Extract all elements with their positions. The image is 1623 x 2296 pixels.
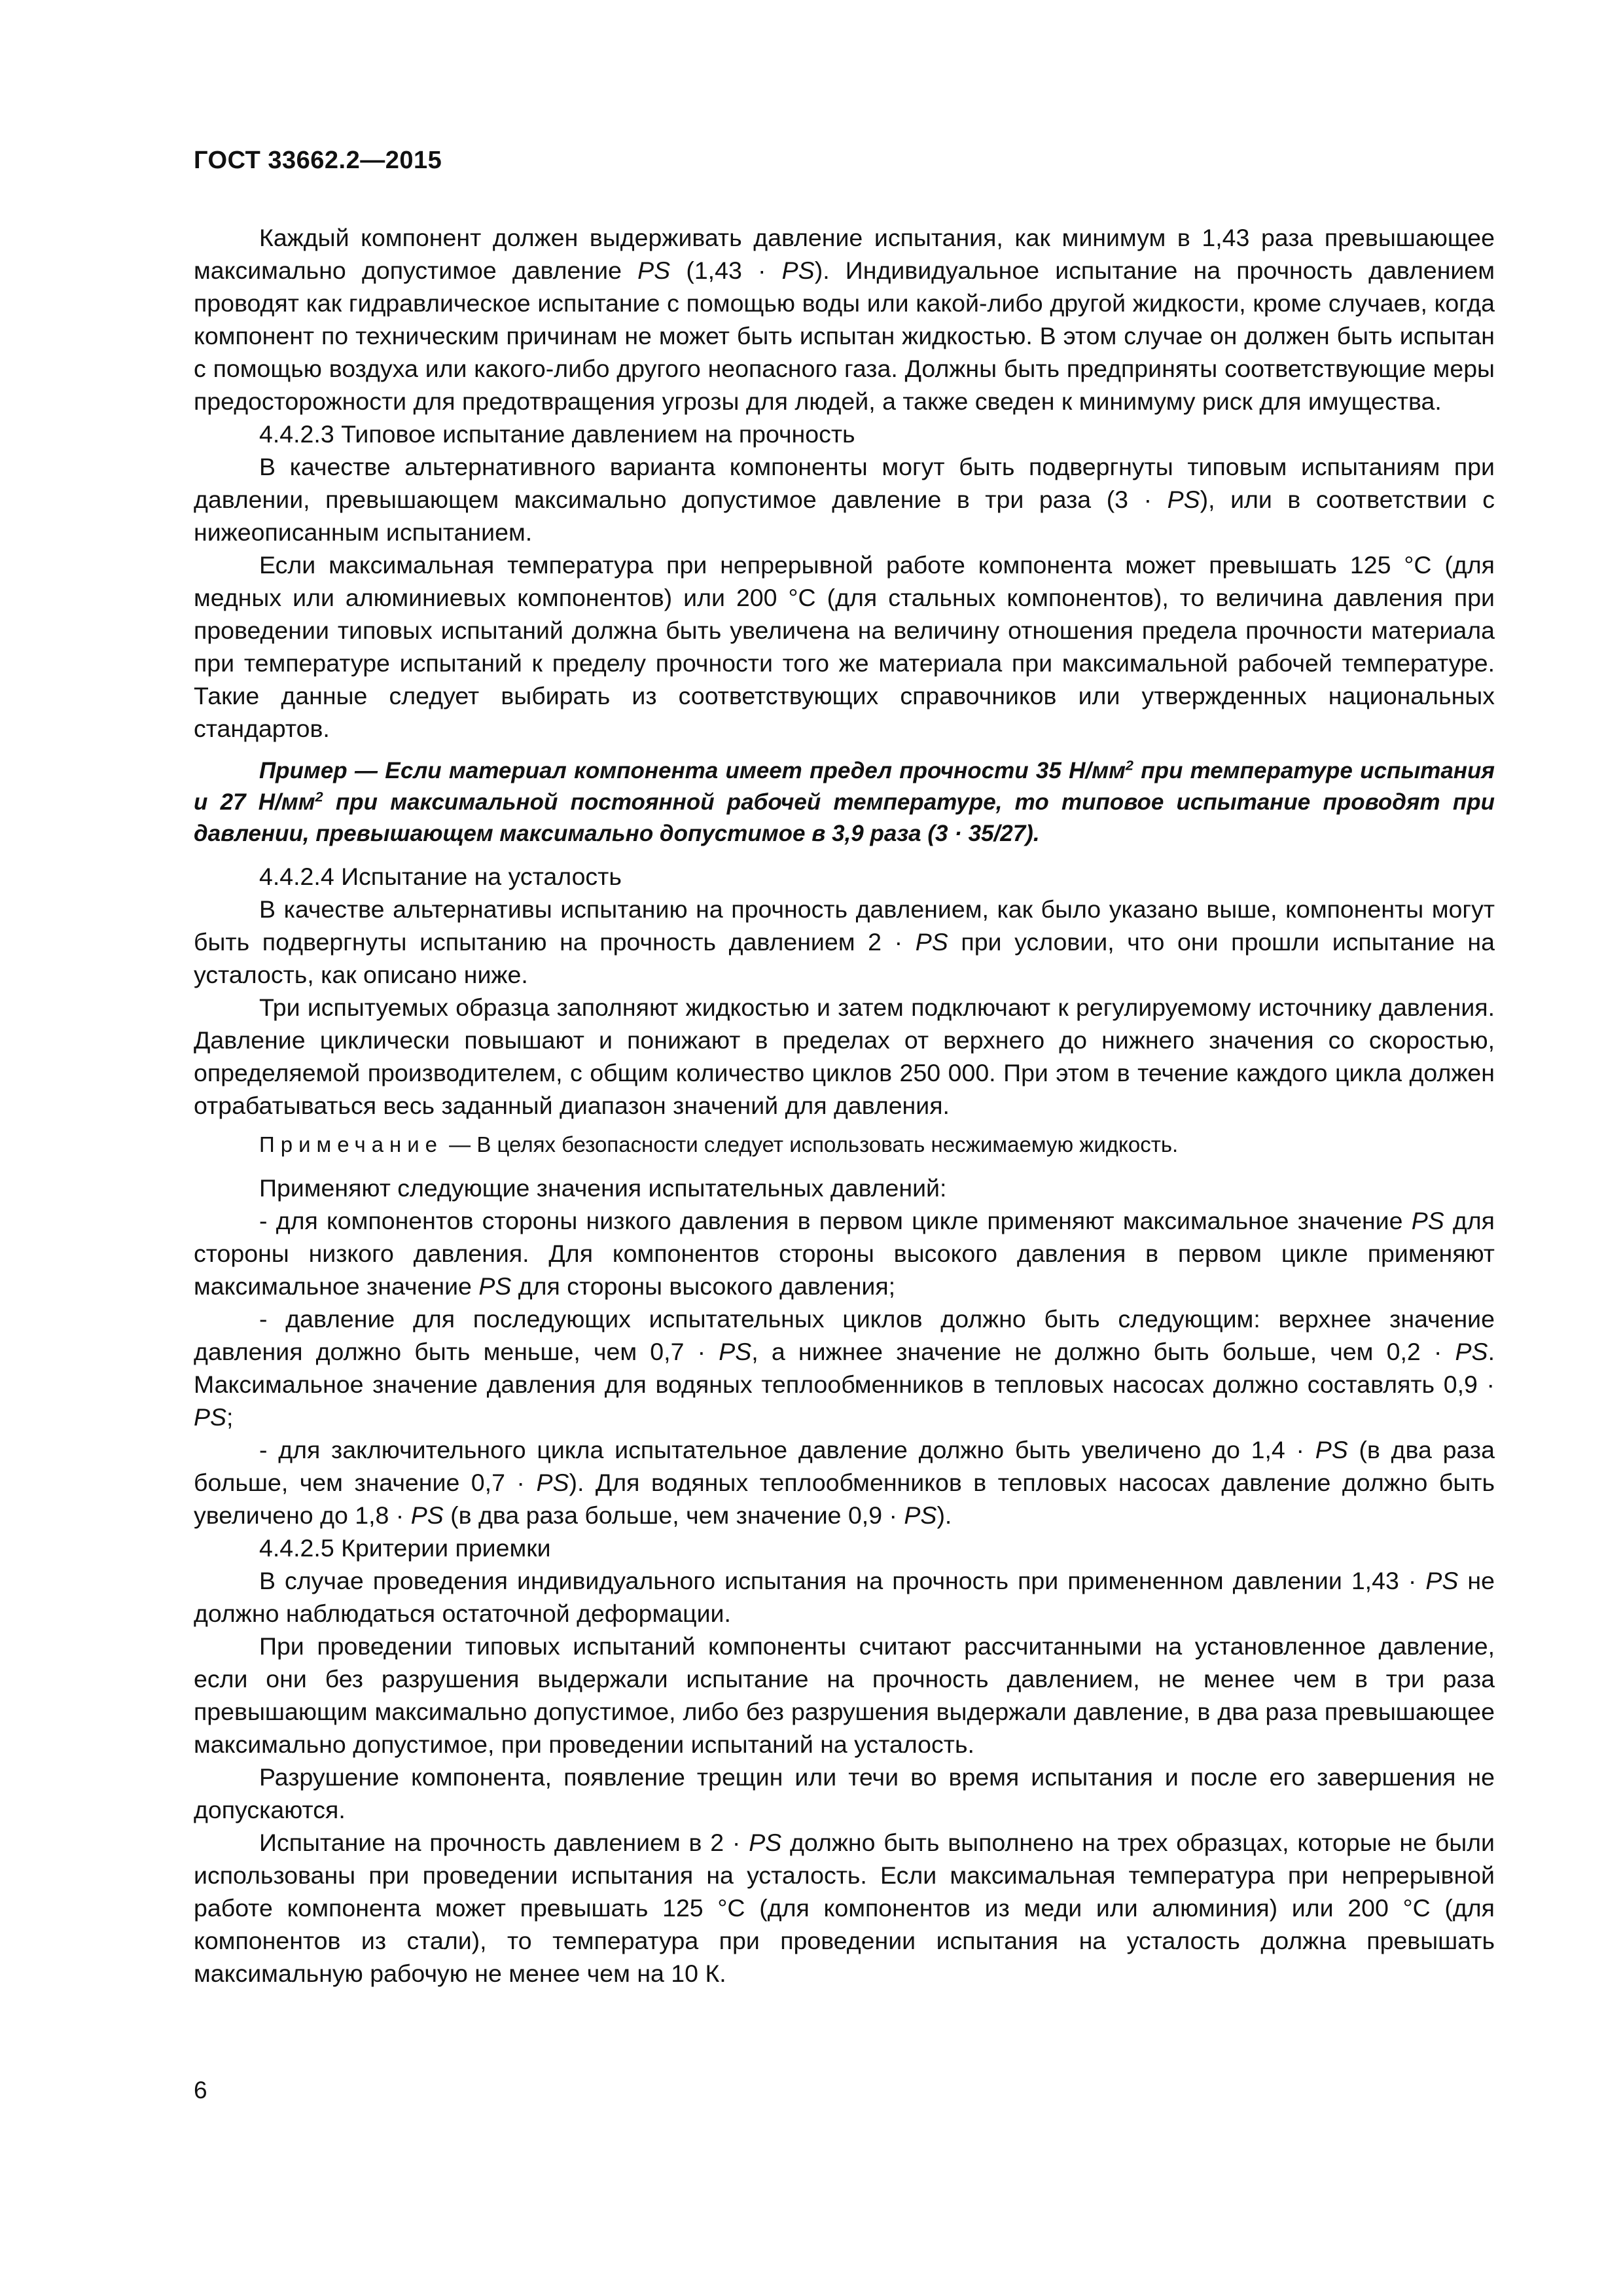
document-header: ГОСТ 33662.2—2015 [194, 147, 442, 174]
paragraph: В качестве альтернативы испытанию на прочность давлением, как было указано выше, компоненты могут быть подвергнуты испытанию на прочность давлением 2 · PS при условии, что они прошли испытание на усталость, как описано ниже. [194, 895, 1495, 988]
paragraph: Применяют следующие значения испытательных давлений: [259, 1174, 947, 1202]
section-heading-4-4-2-4: 4.4.2.4 Испытание на усталость [259, 863, 622, 890]
list-item: - давление для последующих испытательных циклов должно быть следующим: верхнее значение давления должно быть меньше, чем 0,7 · PS, а нижнее значение не должно быть больше, чем 0,2 · PS. Максимальное значение давления для водяных теплообменников в тепловых насосах должно составлять 0,9 · PS; [194, 1305, 1495, 1431]
section-heading-4-4-2-3: 4.4.2.3 Типовое испытание давлением на прочность [259, 420, 855, 448]
section-heading-4-4-2-5: 4.4.2.5 Критерии приемки [259, 1534, 551, 1562]
note-label: Примечание [259, 1132, 444, 1157]
paragraph: При проведении типовых испытаний компоненты считают рассчитанными на установленное давление, если они без разрушения выдержали испытание на прочность давлением, не менее чем в три раза превышающим максимально допустимое, либо без разрушения выдержали давление, в два раза превышающее максимально допустимое, при проведении испытаний на усталость. [194, 1632, 1495, 1758]
list-item: - для заключительного цикла испытательное давление должно быть увеличено до 1,4 · PS (в два раза больше, чем значение 0,7 · PS). Для водяных теплообменников в тепловых насосах давление должно быть увеличено до 1,8 · PS (в два раза больше, чем значение 0,9 · PS). [194, 1436, 1495, 1529]
paragraph: В случае проведения индивидуального испытания на прочность при примененном давлении 1,43 · PS не должно наблюдаться остаточной деформации. [194, 1567, 1495, 1627]
paragraph: В качестве альтернативного варианта компоненты могут быть подвергнуты типовым испытаниям при давлении, превышающем максимально допустимое давление в три раза (3 · PS), или в соответствии с нижеописанным испытанием. [194, 453, 1495, 546]
paragraph: Если максимальная температура при непрерывной работе компонента может превышать 125 °С (для медных или алюминиевых компонентов) или 200 °С (для стальных компонентов), то величина давления при проведении типовых испытаний должна быть увеличена на величину отношения предела прочности материала при температуре испытаний к пределу прочности того же материала при максимальной рабочей температуре. Такие данные следует выбирать из соответствующих справочников или утвержденных национальных стандартов. [194, 551, 1495, 742]
page-number: 6 [194, 2077, 207, 2104]
note: Примечание — В целях безопасности следует использовать несжимаемую жидкость. [259, 1132, 1179, 1157]
paragraph: Три испытуемых образца заполняют жидкостью и затем подключают к регулируемому источнику давления. Давление циклически повышают и понижают в пределах от верхнего до нижнего значения со скоростью, определяемой производителем, с общим количество циклов 250 000. При этом в течение каждого цикла должен отрабатываться весь заданный диапазон значений для давления. [194, 994, 1495, 1119]
list-item: - для компонентов стороны низкого давления в первом цикле применяют максимальное значение PS для стороны низкого давления. Для компонентов стороны высокого давления в первом цикле применяют максимальное значение PS для стороны высокого давления; [194, 1207, 1495, 1300]
document-body [194, 221, 1495, 1990]
paragraph: Испытание на прочность давлением в 2 · PS должно быть выполнено на трех образцах, которые не были использованы при проведении испытания на усталость. Если максимальная температура при непрерывной работе компонента может превышать 125 °С (для компонентов из меди или алюминия) или 200 °С (для компонентов из стали), то температура при проведении испытания на усталость должна превышать максимальную рабочую не менее чем на 10 К. [194, 1829, 1495, 1987]
paragraph: Каждый компонент должен выдерживать давление испытания, как минимум в 1,43 раза превышающее максимально допустимое давление PS (1,43 · PS). Индивидуальное испытание на прочность давлением проводят как гидравлическое испытание с помощью воды или какой-либо другой жидкости, кроме случаев, когда компонент по техническим причинам не может быть испытан жидкостью. В этом случае он должен быть испытан с помощью воздуха или какого-либо другого неопасного газа. Должны быть предприняты соответствующие меры предосторожности для предотвращения угрозы для людей, а также сведен к минимуму риск для имущества. [194, 224, 1495, 415]
example-note: Пример — Если материал компонента имеет предел прочности 35 $Н/мм^2$ при температуре испытания и 27 $Н/мм^2$ при максимальной постоянной рабочей температуре, то типовое испытание проводят при давлении, превышающем максимально допустимое в 3,9 раза (3 · 35/27). [194, 757, 1495, 846]
paragraph: Разрушение компонента, появление трещин или течи во время испытания и после его завершения не допускаются. [194, 1763, 1495, 1823]
